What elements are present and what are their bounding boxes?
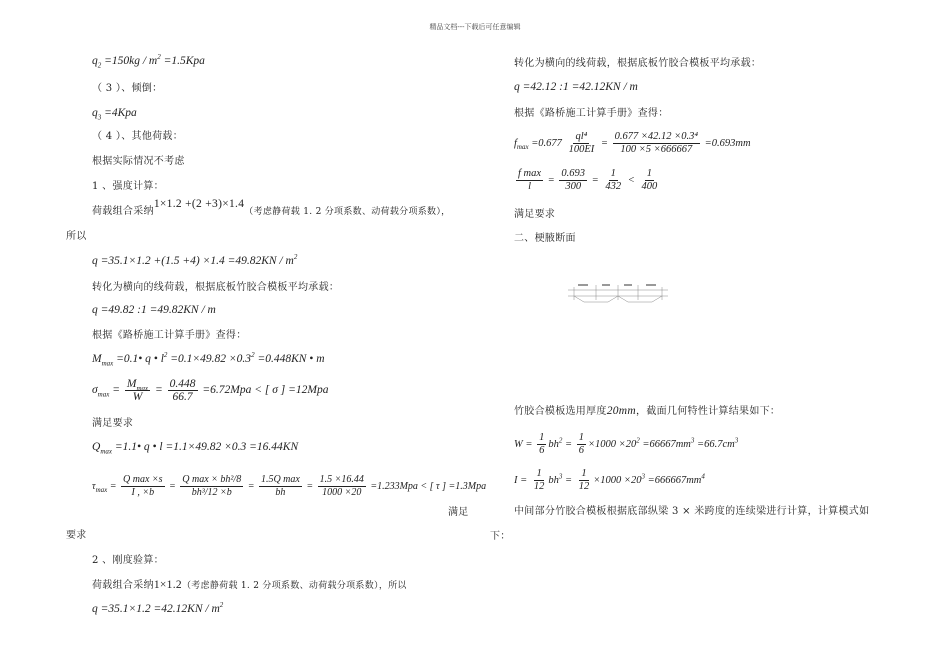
load-combination-2-note: （考虑静荷载 1. 2 分项系数、动荷载分项系数），所以	[181, 581, 407, 591]
fmax-f1-num: ql⁴	[575, 131, 588, 142]
fmax-symbol: f	[514, 137, 517, 149]
q3-value: =4Kpa	[101, 107, 137, 119]
w-f1-num: 1	[539, 432, 545, 443]
q2-value: =150kg / m	[101, 55, 158, 67]
ratio-f2-num: 0.693	[561, 168, 586, 179]
mmax-expr: =0.1• q • l	[113, 353, 164, 365]
fmax-fraction-1	[567, 131, 597, 156]
fmax-result: =0.693mm	[702, 137, 751, 149]
w-symbol: W =	[514, 438, 533, 450]
text-handbook-ref: 根据《路桥施工计算手册》查得：	[92, 330, 247, 341]
i-equals: =	[562, 474, 573, 486]
tau-symbol: τ	[92, 480, 96, 492]
text-satisfied-2a: 满足	[448, 507, 469, 518]
tau-result: =1.233Mpa < [ τ ] =1.3Mpa	[367, 480, 487, 492]
panel-thickness-label: 竹胶合模板选用厚度	[514, 406, 607, 417]
w-cm-exp: 3	[734, 436, 739, 445]
ratio-equals: =	[589, 174, 602, 186]
formula-q-line: q =49.82 :1 =49.82KN / m	[92, 304, 216, 316]
text-continuous-beam: 中间部分竹胶合模板根据底部纵梁 3 × 米跨度的连续梁进行计算，计算模式如	[514, 506, 870, 517]
load-combination-note: （考虑静荷载 1. 2 分项系数、动荷载分项系数），	[244, 207, 451, 217]
w-fraction-1	[537, 432, 546, 457]
ratio-f1-num: f max	[518, 168, 542, 179]
load-combination-line	[92, 198, 451, 219]
sigma-symbol: σ	[92, 384, 98, 397]
load-combination-label: 荷载组合采纳	[92, 206, 154, 217]
q2-kpa: =1.5Kpa	[160, 55, 205, 67]
q-stiffness-value: q =35.1×1.2 =42.12KN / m	[92, 603, 220, 615]
qmax-symbol: Q	[92, 441, 101, 453]
text-satisfied-right: 满足要求	[514, 209, 556, 220]
i-result-exp: 4	[701, 472, 705, 481]
i-fraction-1	[532, 468, 547, 493]
ratio-fraction-3	[603, 168, 623, 193]
i-symbol: I =	[514, 474, 528, 486]
tau-f1-den: I , ×b	[131, 487, 155, 498]
ratio-f3-den: 432	[605, 181, 622, 192]
w-mm-exp: 3	[690, 436, 695, 445]
load-combination-2-label: 荷载组合采纳	[92, 580, 154, 591]
text-satisfied-1: 满足要求	[92, 418, 134, 429]
ratio-f4-den: 400	[641, 181, 658, 192]
formula-tau: $\tau_{max}$ = $\frac{\text{Q max ×s}}{I , \times b}$ = $\frac{\text{Q max × bh²/8}}{\text{bh³/12 ×b}}$ = $\frac{\text{1.5Q max}}{bh}$ = $\frac{1.5 \times 16.44}{1000 \times 20}$ =1.233Mpa < [ τ ] =1.3Mpa	[92, 474, 487, 498]
q-stiffness-exponent: 2	[219, 601, 224, 610]
fmax-f2-den: 100 ×5 ×666667	[620, 144, 693, 155]
panel-thickness-line	[514, 404, 780, 419]
heading-stiffness-check: 2 、刚度验算：	[92, 555, 164, 566]
i-bh-exp: 3	[558, 472, 563, 481]
mmax-calc: =0.1×49.82 ×0.3	[167, 353, 252, 365]
text-satisfied-2b: 要求	[66, 530, 87, 541]
w-f2-num: 1	[578, 432, 584, 443]
mmax-exp2: 2	[251, 351, 255, 360]
mmax-symbol: M	[92, 353, 102, 365]
i-bh: bh	[548, 474, 559, 486]
ratio-f4-num: 1	[646, 168, 652, 179]
w-result-mm: =66667mm	[639, 438, 691, 450]
ratio-fraction-1	[516, 168, 543, 193]
w-equals: =	[562, 438, 573, 450]
formula-q3	[92, 106, 137, 120]
fmax-fraction-2	[613, 131, 700, 156]
tau-f2-num: Q max × bh²/8	[182, 474, 242, 485]
tau-f2-den: bh³/12 ×b	[191, 487, 232, 498]
formula-section-modulus	[514, 432, 738, 457]
page-header: 精品文档---下载后可任意编辑	[429, 23, 521, 31]
w-calc-exp: 2	[636, 436, 640, 445]
sigma-fraction-2	[168, 378, 198, 403]
ratio-fraction-4	[639, 168, 659, 193]
mmax-result: =0.448KN • m	[254, 353, 325, 365]
q-area-exponent: 2	[293, 253, 298, 262]
load-combination-line-2	[92, 578, 407, 593]
ratio-f3-num: 1	[610, 168, 616, 179]
q3-symbol: q	[92, 107, 98, 119]
tau-fraction-4	[318, 474, 366, 499]
heading-haunch-section: 二、梗腋断面	[514, 233, 576, 244]
tau-subscript: max	[95, 485, 108, 494]
sigma-f1-num-sub: max	[136, 384, 149, 393]
tau-fraction-3	[259, 474, 302, 499]
load-combination-formula: 1×1.2 +(2 +3)×1.4	[153, 198, 245, 210]
fmax-subscript: max	[516, 143, 529, 151]
w-bh-exp: 2	[558, 436, 563, 445]
w-f2-den: 6	[578, 445, 584, 456]
sigma-f2-den: 66.7	[172, 391, 193, 403]
fmax-coef: =0.677	[528, 137, 562, 149]
w-fraction-2	[577, 432, 586, 457]
formula-qmax	[92, 440, 298, 454]
tau-f4-num: 1.5 ×16.44	[319, 474, 364, 485]
i-f1-num: 1	[536, 468, 542, 479]
fmax-f2-num: 0.677 ×42.12 ×0.3⁴	[614, 131, 699, 142]
i-fraction-2	[577, 468, 592, 493]
q-area-value: q =35.1×1.2 +(1.5 +4) ×1.4 =49.82KN / m	[92, 255, 294, 267]
tau-fraction-1	[121, 474, 165, 499]
formula-mmax	[92, 352, 325, 366]
formula-fmax: $f_{max} =0.677$ $\frac{\text{ql⁴}}{100EI}$ = $\frac{\text{0.677 ×42.12 ×0.3⁴}}{100 \times 5 \times 666667}$ =0.693mm	[514, 131, 751, 155]
ratio-less-than: <	[625, 174, 638, 186]
i-result: =666667mm	[644, 474, 702, 486]
formula-q-stiffness	[92, 602, 223, 616]
heading-other-loads: （ 4 ）、其他荷载：	[92, 131, 184, 142]
w-result-cm: =66.7cm	[694, 438, 735, 450]
i-f2-den: 12	[578, 481, 590, 492]
haunch-section-diagram	[566, 282, 670, 306]
load-combination-2-formula: 1×1.2	[153, 579, 182, 591]
i-calc-exp: 3	[641, 472, 645, 481]
ratio-f2-den: 300	[565, 181, 582, 192]
q2-exponent: 2	[157, 53, 161, 62]
sigma-result: =6.72Mpa < [ σ ] =12Mpa	[199, 384, 329, 397]
text-as-follows: 下：	[490, 531, 511, 542]
qmax-subscript: max	[100, 447, 112, 456]
q2-subscript: 2	[97, 61, 102, 70]
text-therefore: 所以	[66, 231, 87, 242]
sigma-fraction-1	[125, 378, 150, 403]
tau-fraction-2	[180, 474, 243, 499]
tau-f3-den: bh	[275, 487, 286, 498]
formula-moment-of-inertia	[514, 468, 705, 493]
w-f1-den: 6	[539, 445, 545, 456]
formula-sigma: $\sigma_{max}$ = $\frac{M_{max}}{W}$ = $\frac{0.448}{66.7}$ =6.72Mpa < [ σ ] =12Mpa	[92, 378, 329, 403]
heading-dumping: （ 3 ）、倾倒：	[92, 83, 163, 94]
panel-thickness-note: ，截面几何特性计算结果如下：	[636, 406, 781, 417]
heading-strength-check: 1 、强度计算：	[92, 181, 164, 192]
mmax-exp1: 2	[163, 351, 168, 360]
i-calc: ×1000 ×20	[593, 474, 642, 486]
ratio-f1-den: l	[528, 181, 531, 192]
ratio-fraction-2	[559, 168, 587, 193]
panel-thickness-value: 20mm	[606, 405, 637, 417]
formula-q-line-right: q =42.12 :1 =42.12KN / m	[514, 81, 638, 93]
w-bh: bh	[548, 438, 559, 450]
fmax-f1-den: 100EI	[568, 144, 595, 155]
formula-deflection-ratio: $\frac{\text{f max}}{l}$ = $\frac{0.693}{300}$ = $\frac{1}{432}$ < $\frac{1}{400}$	[518, 168, 658, 192]
tau-f4-den: 1000 ×20	[322, 487, 362, 498]
sigma-subscript: max	[97, 390, 110, 399]
tau-f3-num: 1.5Q max	[260, 474, 300, 485]
q2-symbol: q	[92, 55, 98, 67]
text-not-considered: 根据实际情况不考虑	[92, 156, 185, 167]
qmax-result: =1.1• q • l =1.1×49.82 ×0.3 =16.44KN	[111, 441, 299, 453]
formula-q-area	[92, 254, 297, 268]
sigma-f1-den: W	[132, 391, 143, 403]
text-line-load-right: 转化为横向的线荷载，根据底板竹胶合模板平均承载：	[514, 58, 762, 69]
sigma-f2-num: 0.448	[169, 378, 196, 390]
formula-q2	[92, 54, 205, 68]
mmax-subscript: max	[101, 359, 114, 368]
w-calc: ×1000 ×20	[587, 438, 637, 450]
text-line-load: 转化为横向的线荷载，根据底板竹胶合模板平均承载：	[92, 282, 340, 293]
i-f1-den: 12	[533, 481, 545, 492]
q3-subscript: 3	[97, 113, 102, 122]
text-handbook-ref-right: 根据《路桥施工计算手册》查得：	[514, 108, 669, 119]
tau-f1-num: Q max ×s	[123, 474, 163, 485]
i-f2-num: 1	[581, 468, 587, 479]
sigma-f1-num: M	[126, 378, 137, 390]
